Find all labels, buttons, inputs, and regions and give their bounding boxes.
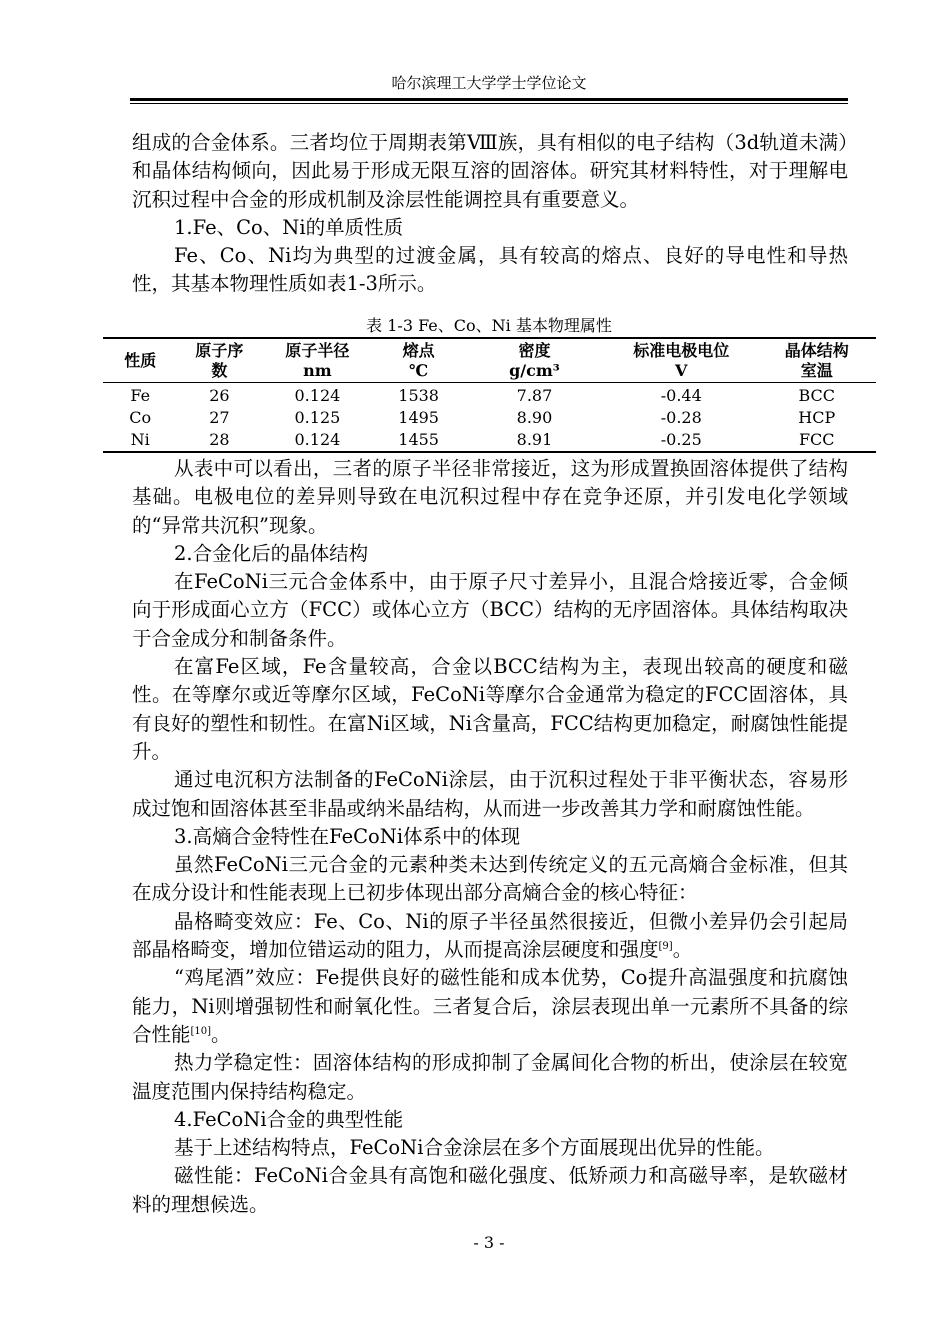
table-cell: 8.91 bbox=[516, 430, 553, 449]
properties-table bbox=[103, 337, 876, 453]
paragraph: 虽然FeCoNi三元合金的元素种类未达到传统定义的五元高熵合金标准，但其在成分设计和性能表现上已初步体现出部分高熵合金的核心特征： bbox=[132, 853, 848, 905]
header-rule-thin bbox=[130, 103, 848, 104]
paragraph: Fe、Co、Ni均为典型的过渡金属，具有较高的熔点、良好的导电性和导热性，其基本物理性质如表1-3所示。 bbox=[132, 244, 848, 296]
section-heading: 4.FeCoNi合金的典型性能 bbox=[174, 1107, 404, 1131]
table-cell: 0.125 bbox=[294, 408, 341, 427]
table-cell: 1538 bbox=[398, 386, 439, 405]
table-cell: FCC bbox=[798, 430, 835, 449]
paragraph: 在富Fe区域，Fe含量较高，合金以BCC结构为主，表现出较高的硬度和磁性。在等摩尔或近等摩尔区域，FeCoNi等摩尔合金通常为稳定的FCC固溶体，具有良好的塑性和韧性。在富Ni区域，Ni含量高，FCC结构更加稳定，耐腐蚀性能提升。 bbox=[132, 655, 848, 763]
paragraph: 在FeCoNi三元合金体系中，由于原子尺寸差异小，且混合焓接近零，合金倾向于形成面心立方（FCC）或体心立方（BCC）结构的无序固溶体。具体结构取决于合金成分和制备条件。 bbox=[132, 570, 848, 650]
paragraph: 晶格畸变效应：Fe、Co、Ni的原子半径虽然很接近，但微小差异仍会引起局部晶格畸变，增加位错运动的阻力，从而提高涂层硬度和强度[9]。 bbox=[132, 909, 848, 962]
table-row bbox=[103, 383, 876, 408]
body-text-bottom bbox=[132, 455, 848, 1219]
table-cell: 8.90 bbox=[516, 408, 553, 427]
table-cell: 27 bbox=[209, 408, 230, 427]
header-rule-thick bbox=[130, 98, 848, 101]
paragraph: 组成的合金体系。三者均位于周期表第Ⅷ族，具有相似的电子结构（3d轨道未满）和晶体结构倾向，因此易于形成无限互溶的固溶体。研究其材料特性，对于理解电沉积过程中合金的形成机制及涂层性能调控具有重要意义。 bbox=[132, 131, 848, 211]
table-cell: 26 bbox=[209, 386, 230, 405]
table-header-cell: 性质 bbox=[124, 351, 157, 370]
table-cell: Ni bbox=[130, 430, 150, 449]
table-cell: -0.28 bbox=[660, 408, 702, 427]
section-heading: 3.高熵合金特性在FeCoNi体系中的体现 bbox=[174, 824, 521, 848]
table-cell: 1495 bbox=[398, 408, 439, 427]
table-cell: -0.44 bbox=[660, 386, 702, 405]
table-cell: 28 bbox=[209, 430, 230, 449]
table-cell: 0.124 bbox=[294, 430, 341, 449]
table-header-cell: 原子半径 nm bbox=[285, 341, 350, 380]
table-header-cell: 密度 g/cm³ bbox=[509, 341, 560, 380]
paragraph: 热力学稳定性：固溶体结构的形成抑制了金属间化合物的析出，使涂层在较宽温度范围内保持结构稳定。 bbox=[132, 1051, 848, 1103]
paragraph: 基于上述结构特点，FeCoNi合金涂层在多个方面展现出优异的性能。 bbox=[174, 1136, 775, 1160]
table-cell: Co bbox=[129, 408, 152, 427]
citation-ref: [10] bbox=[190, 1025, 212, 1037]
paragraph: 磁性能：FeCoNi合金具有高饱和磁化强度、低矫顽力和高磁导率，是软磁材料的理想候选。 bbox=[132, 1164, 848, 1216]
table-row bbox=[103, 429, 876, 452]
table-cell: -0.25 bbox=[660, 430, 702, 449]
table-header-cell: 标准电极电位 V bbox=[633, 341, 730, 380]
table-header-cell: 熔点 ℃ bbox=[402, 341, 435, 380]
paragraph: “鸡尾酒”效应：Fe提供良好的磁性能和成本优势，Co提升高温强度和抗腐蚀能力，Ni则增强韧性和耐氧化性。三者复合后，涂层表现出单一元素所不具备的综合性能[10]。 bbox=[132, 966, 848, 1046]
table-row bbox=[103, 407, 876, 429]
table-cell: BCC bbox=[798, 386, 836, 405]
table-header-cell: 原子序 数 bbox=[195, 341, 244, 380]
running-header: 哈尔滨理工大学学士学位论文 bbox=[391, 74, 587, 92]
table-cell: 7.87 bbox=[516, 386, 553, 405]
table-cell: HCP bbox=[798, 408, 836, 427]
paragraph: 通过电沉积方法制备的FeCoNi涂层，由于沉积过程处于非平衡状态，容易形成过饱和固溶体甚至非晶或纳米晶结构，从而进一步改善其力学和耐腐蚀性能。 bbox=[132, 768, 848, 820]
table-caption: 表 1-3 Fe、Co、Ni 基本物理属性 bbox=[366, 316, 612, 335]
section-heading: 1.Fe、Co、Ni的单质性质 bbox=[174, 215, 404, 239]
table-cell: 1455 bbox=[398, 430, 439, 449]
table-header-row bbox=[103, 338, 876, 383]
table-cell: 0.124 bbox=[294, 386, 341, 405]
table-header-cell: 晶体结构 室温 bbox=[784, 341, 849, 380]
body-text-top bbox=[132, 129, 848, 299]
section-heading: 2.合金化后的晶体结构 bbox=[174, 541, 369, 565]
citation-ref: [9] bbox=[658, 941, 673, 953]
page-number: - 3 - bbox=[473, 1233, 505, 1252]
paragraph: 从表中可以看出，三者的原子半径非常接近，这为形成置换固溶体提供了结构基础。电极电位的差异则导致在电沉积过程中存在竞争还原，并引发电化学领域的“异常共沉积”现象。 bbox=[132, 457, 848, 537]
table-cell: Fe bbox=[130, 386, 151, 405]
